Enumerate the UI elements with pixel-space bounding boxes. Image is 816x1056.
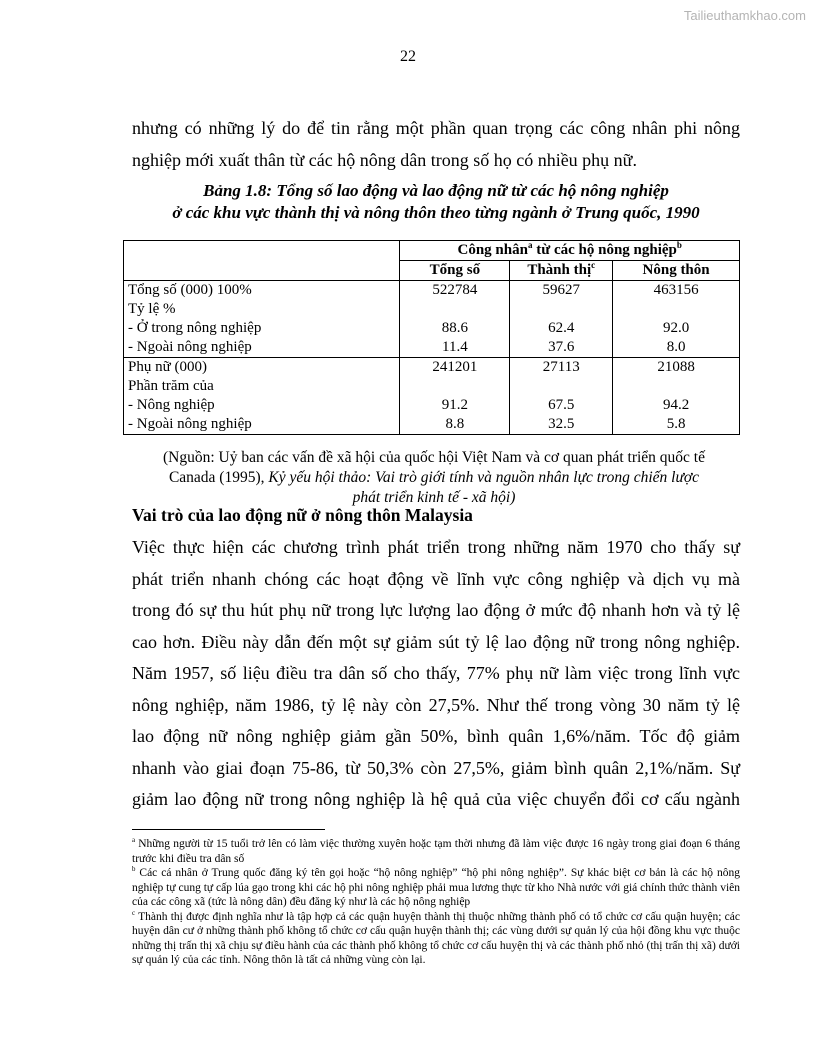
table-row bbox=[124, 415, 740, 435]
source-line: (Nguồn: Uỷ ban các vấn đề xã hội của quốc hội Việt Nam và cơ quan phát triển quốc tế bbox=[163, 449, 705, 466]
footnote-separator bbox=[132, 829, 325, 830]
footnote bbox=[132, 837, 740, 866]
row-label: - Ở trong nông nghiệp bbox=[124, 319, 400, 338]
cell-total: 522784 bbox=[400, 281, 510, 301]
source-note bbox=[124, 448, 744, 508]
body-line: Năm 1957, số liệu điều tra dân số cho thấy, 77% phụ nữ làm việc trong lĩnh vực bbox=[132, 663, 740, 683]
cell-urban: 27113 bbox=[510, 358, 613, 378]
table-header-row bbox=[124, 241, 740, 261]
row-label: Tỷ lệ % bbox=[124, 300, 400, 319]
body-line: nhanh vào giai đoạn 75-86, từ 50,3% còn 27,5%, giảm bình quân 2,1%/năm. Sự bbox=[132, 757, 740, 778]
table-row bbox=[124, 319, 740, 338]
cell-rural: 92.0 bbox=[613, 319, 740, 338]
body-line: giảm lao động nữ trong nông nghiệp là hệ quả của việc chuyển đổi cơ cấu ngành bbox=[132, 789, 740, 809]
footnote-text: Thành thị được định nghĩa như là tập hợp cả các quận huyện thành thị thuộc những thành phố có tổ chức cơ cấu quận huyện; các huyện dân cư ở những thành phố không tổ chức cơ cấu quận huyện thành thị; các vùng dưới sự quản lý của hội đồng khu vực thuộc những thị trấn thị xã chịu sự điều hành của các thành phố không tổ chức cơ cấu huyện thị và các thành phố nhỏ (thị trấn thị xã) dưới sự quản lý của các tỉnh. Nông thôn là tất cả những vùng còn lại. bbox=[132, 910, 740, 966]
row-label: Phần trăm của bbox=[124, 377, 400, 396]
section-heading: Vai trò của lao động nữ ở nông thôn Malaysia bbox=[132, 505, 473, 525]
row-label: - Nông nghiệp bbox=[124, 396, 400, 415]
footnote bbox=[132, 910, 740, 968]
cell-rural bbox=[613, 377, 740, 396]
table-row bbox=[124, 377, 740, 396]
col-header-total: Tổng số bbox=[400, 261, 510, 281]
footnote bbox=[132, 866, 740, 910]
cell-urban: 37.6 bbox=[510, 338, 613, 358]
cell-total: 8.8 bbox=[400, 415, 510, 435]
cell-urban: 67.5 bbox=[510, 396, 613, 415]
body-line: trong đó sự thu hút phụ nữ trong lực lượng lao động ở mức độ nhanh hơn và tỷ lệ bbox=[132, 600, 740, 620]
cell-total: 91.2 bbox=[400, 396, 510, 415]
row-label: - Ngoài nông nghiệp bbox=[124, 338, 400, 358]
col-header-urban: Thành thị$^c$ bbox=[510, 261, 613, 281]
row-label: Tổng số (000) 100% bbox=[124, 281, 400, 301]
cell-urban: 32.5 bbox=[510, 415, 613, 435]
footnote-mark: b bbox=[132, 866, 136, 874]
cell-rural: 94.2 bbox=[613, 396, 740, 415]
cell-total: 88.6 bbox=[400, 319, 510, 338]
footnote-text: Các cá nhân ở Trung quốc đăng ký tên gọi hoặc “hộ nông nghiệp” “hộ phi nông nghiệp”. Sự khác biệt cơ bản là các hộ nông nghiệp tự cung tự cấp lúa gạo trong khi các hộ phi nông nghiệp phải mua lương thực từ kho Nhà nước với giá chính thức thành viên của các công xã (tức là nông dân) đều đăng ký như là các hộ nông nghiệp bbox=[132, 867, 740, 908]
group-header: Công nhân$^a$ từ các hộ nông nghiệp$^b$ bbox=[400, 241, 740, 261]
source-line: phát triển kinh tế - xã hội) bbox=[352, 489, 516, 506]
footnote-text: Những người từ 15 tuổi trở lên có làm việc thường xuyên hoặc tạm thời nhưng đã làm việc được 16 ngày trong giai đoạn 6 tháng trước khi điều tra dân số bbox=[132, 838, 740, 865]
body-line: phát triển nhanh chóng các hoạt động về lĩnh vực công nghiệp và dịch vụ mà bbox=[132, 568, 740, 589]
cell-urban: 62.4 bbox=[510, 319, 613, 338]
intro-paragraph bbox=[132, 113, 740, 176]
cell-urban bbox=[510, 300, 613, 319]
intro-line: nhưng có những lý do để tin rằng một phần quan trọng các công nhân phi nông bbox=[132, 118, 740, 138]
cell-total bbox=[400, 300, 510, 319]
watermark: Tailieuthamkhao.com bbox=[683, 8, 806, 23]
cell-rural: 463156 bbox=[613, 281, 740, 301]
header-blank-cell bbox=[124, 241, 400, 281]
caption-line: ở các khu vực thành thị và nông thôn theo từng ngành ở Trung quốc, 1990 bbox=[172, 203, 700, 222]
cell-urban bbox=[510, 377, 613, 396]
source-line: Canada (1995), Kỷ yếu hội thảo: Vai trò giới tính và nguồn nhân lực trong chiến lược bbox=[168, 469, 700, 486]
page-number: 22 bbox=[400, 48, 416, 65]
table-row bbox=[124, 338, 740, 358]
footnote-mark: a bbox=[132, 837, 136, 845]
row-label: - Ngoài nông nghiệp bbox=[124, 415, 400, 435]
cell-total: 241201 bbox=[400, 358, 510, 378]
body-line: nông nghiệp, năm 1986, tỷ lệ này còn 27,5%. Như thế trong vòng 30 năm tỷ lệ bbox=[132, 694, 740, 715]
table-row bbox=[124, 300, 740, 319]
footnotes bbox=[132, 837, 740, 968]
body-line: Việc thực hiện các chương trình phát triển trong những năm 1970 cho thấy sự bbox=[132, 537, 740, 557]
table-row bbox=[124, 358, 740, 378]
row-label: Phụ nữ (000) bbox=[124, 358, 400, 378]
table-row bbox=[124, 281, 740, 301]
body-line: cao hơn. Điều này dẫn đến một sự giảm sút tỷ lệ lao động nữ trong nông nghiệp. bbox=[132, 631, 740, 652]
cell-rural: 8.0 bbox=[613, 338, 740, 358]
caption-line: Bảng 1.8: Tổng số lao động và lao động nữ từ các hộ nông nghiệp bbox=[203, 181, 669, 200]
cell-total: 11.4 bbox=[400, 338, 510, 358]
body-line: lao động nữ nông nghiệp giảm gần 50%, bình quân 1,6%/năm. Tốc độ giảm bbox=[132, 726, 740, 746]
intro-line: nghiệp mới xuất thân từ các hộ nông dân trong số họ có nhiều phụ nữ. bbox=[132, 149, 637, 170]
footnote-mark: c bbox=[132, 909, 136, 917]
data-table bbox=[123, 240, 740, 435]
table-row bbox=[124, 396, 740, 415]
cell-rural: 21088 bbox=[613, 358, 740, 378]
body-paragraph bbox=[132, 532, 740, 816]
cell-rural bbox=[613, 300, 740, 319]
cell-urban: 59627 bbox=[510, 281, 613, 301]
table-body bbox=[124, 281, 740, 435]
cell-rural: 5.8 bbox=[613, 415, 740, 435]
table-caption bbox=[132, 180, 740, 224]
cell-total bbox=[400, 377, 510, 396]
col-header-rural: Nông thôn bbox=[613, 261, 740, 281]
